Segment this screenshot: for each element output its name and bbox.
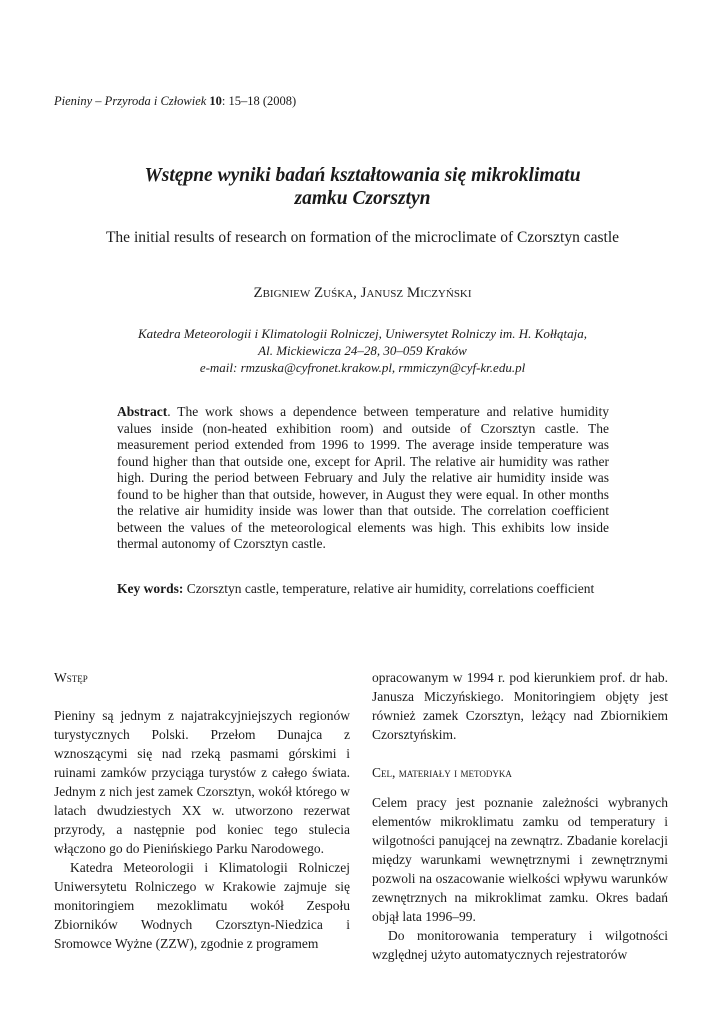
journal-citation [54,94,296,109]
section-title-wstep: Wstęp [54,670,88,685]
paragraph-intro-continued: opracowanym w 1994 r. pod kierunkiem prof. dr hab. Janusza Miczyńskiego. Monitoringiem objęty jest również zamek Czorsztyn, leżący nad Zbiornikiem Czorsztyńskim. [372,670,668,742]
journal-pages-year: : 15–18 (2008) [221,94,297,108]
paragraph-methods-2: Do monitorowania temperatury i wilgotności względnej użyto automatycznych rejestratorów [372,928,668,962]
keywords-text: Czorsztyn castle, temperature, relative air humidity, correlations coefficient [183,581,595,596]
keywords-label: Key words: [117,581,184,596]
affiliation-line-1: Katedra Meteorologii i Klimatologii Rolniczej, Uniwersytet Rolniczy im. H. Kołłątaja, [137,326,588,341]
section-title-methods: Cel, materiały i metodyka [372,765,512,780]
title-polish-line-1: Wstępne wyniki badań kształtowania się mikroklimatu [144,165,581,186]
affiliation-email: e-mail: rmzuska@cyfronet.krakow.pl, rmmiczyn@cyf-kr.edu.pl [199,360,526,375]
abstract-label: Abstract [117,404,168,419]
affiliation [40,325,685,376]
abstract-text: . The work shows a dependence between temperature and relative humidity values inside (non-heated exhibition room) and outside of Czorsztyn castle. The measurement period extended from 1996 to 1999. The average inside temperature was found higher than that outside one, except for April. The relative air humidity was rather high. During the period between February and July the relative air humidity inside was found to be higher than that outside, however, in August they were equal. In other months the relative air humidity inside was lower than that outside. The correlation coefficient between the values of the meteorological elements was high. This exhibits low inside thermal autonomy of Czorsztyn castle. [117,404,609,551]
right-column [372,668,668,964]
paragraph-intro-2: Katedra Meteorologii i Klimatologii Rolniczej Uniwersytetu Rolniczego w Krakowie zajmuje się monitoringiem mezoklimatu wokół Zespołu Zbiorników Wodnych Czorsztyn-Niedzica i Sromowce Wyżne (ZZW), zgodnie z programem [54,860,350,951]
abstract [117,404,609,553]
affiliation-line-2: Al. Mickiewicza 24–28, 30–059 Kraków [258,343,467,358]
journal-name: Pieniny – Przyroda i Człowiek [54,94,207,108]
title-english: The initial results of research on formation of the microclimate of Czorsztyn castle [105,229,620,246]
title-polish-line-2: zamku Czorsztyn [294,188,431,209]
left-column [54,668,350,953]
paragraph-intro-1: Pieniny są jednym z najatrakcyjniejszych regionów turystycznych Polski. Przełom Dunajca z wznoszącymi się nad rzeką pasmami górskimi i ruinami zamków przyciąga turystów z całego świata. Jednym z nich jest zamek Czorsztyn, wokół którego w latach dwudziestych XX w. utworzono rezerwat przyrody, a następnie pod koniec tego stulecia włączono go do Pienińskiego Parku Narodowego. [54,708,350,856]
journal-volume: 10 [209,94,222,108]
authors: Zbigniew Zuśka, Janusz Miczyński [253,285,472,301]
paragraph-methods-1: Celem pracy jest poznanie zależności wybranych elementów mikroklimatu zamku od temperatury i wilgotności panującej na zewnątrz. Zbadanie korelacji między warunkami wewnętrznymi i zewnętrznymi pozwoli na oszacowanie wielkości wpływu warunków zewnętrznych na mikroklimat zamku. Okres badań objął lata 1996–99. [372,795,668,924]
title-polish [60,164,665,210]
keywords [117,581,609,598]
